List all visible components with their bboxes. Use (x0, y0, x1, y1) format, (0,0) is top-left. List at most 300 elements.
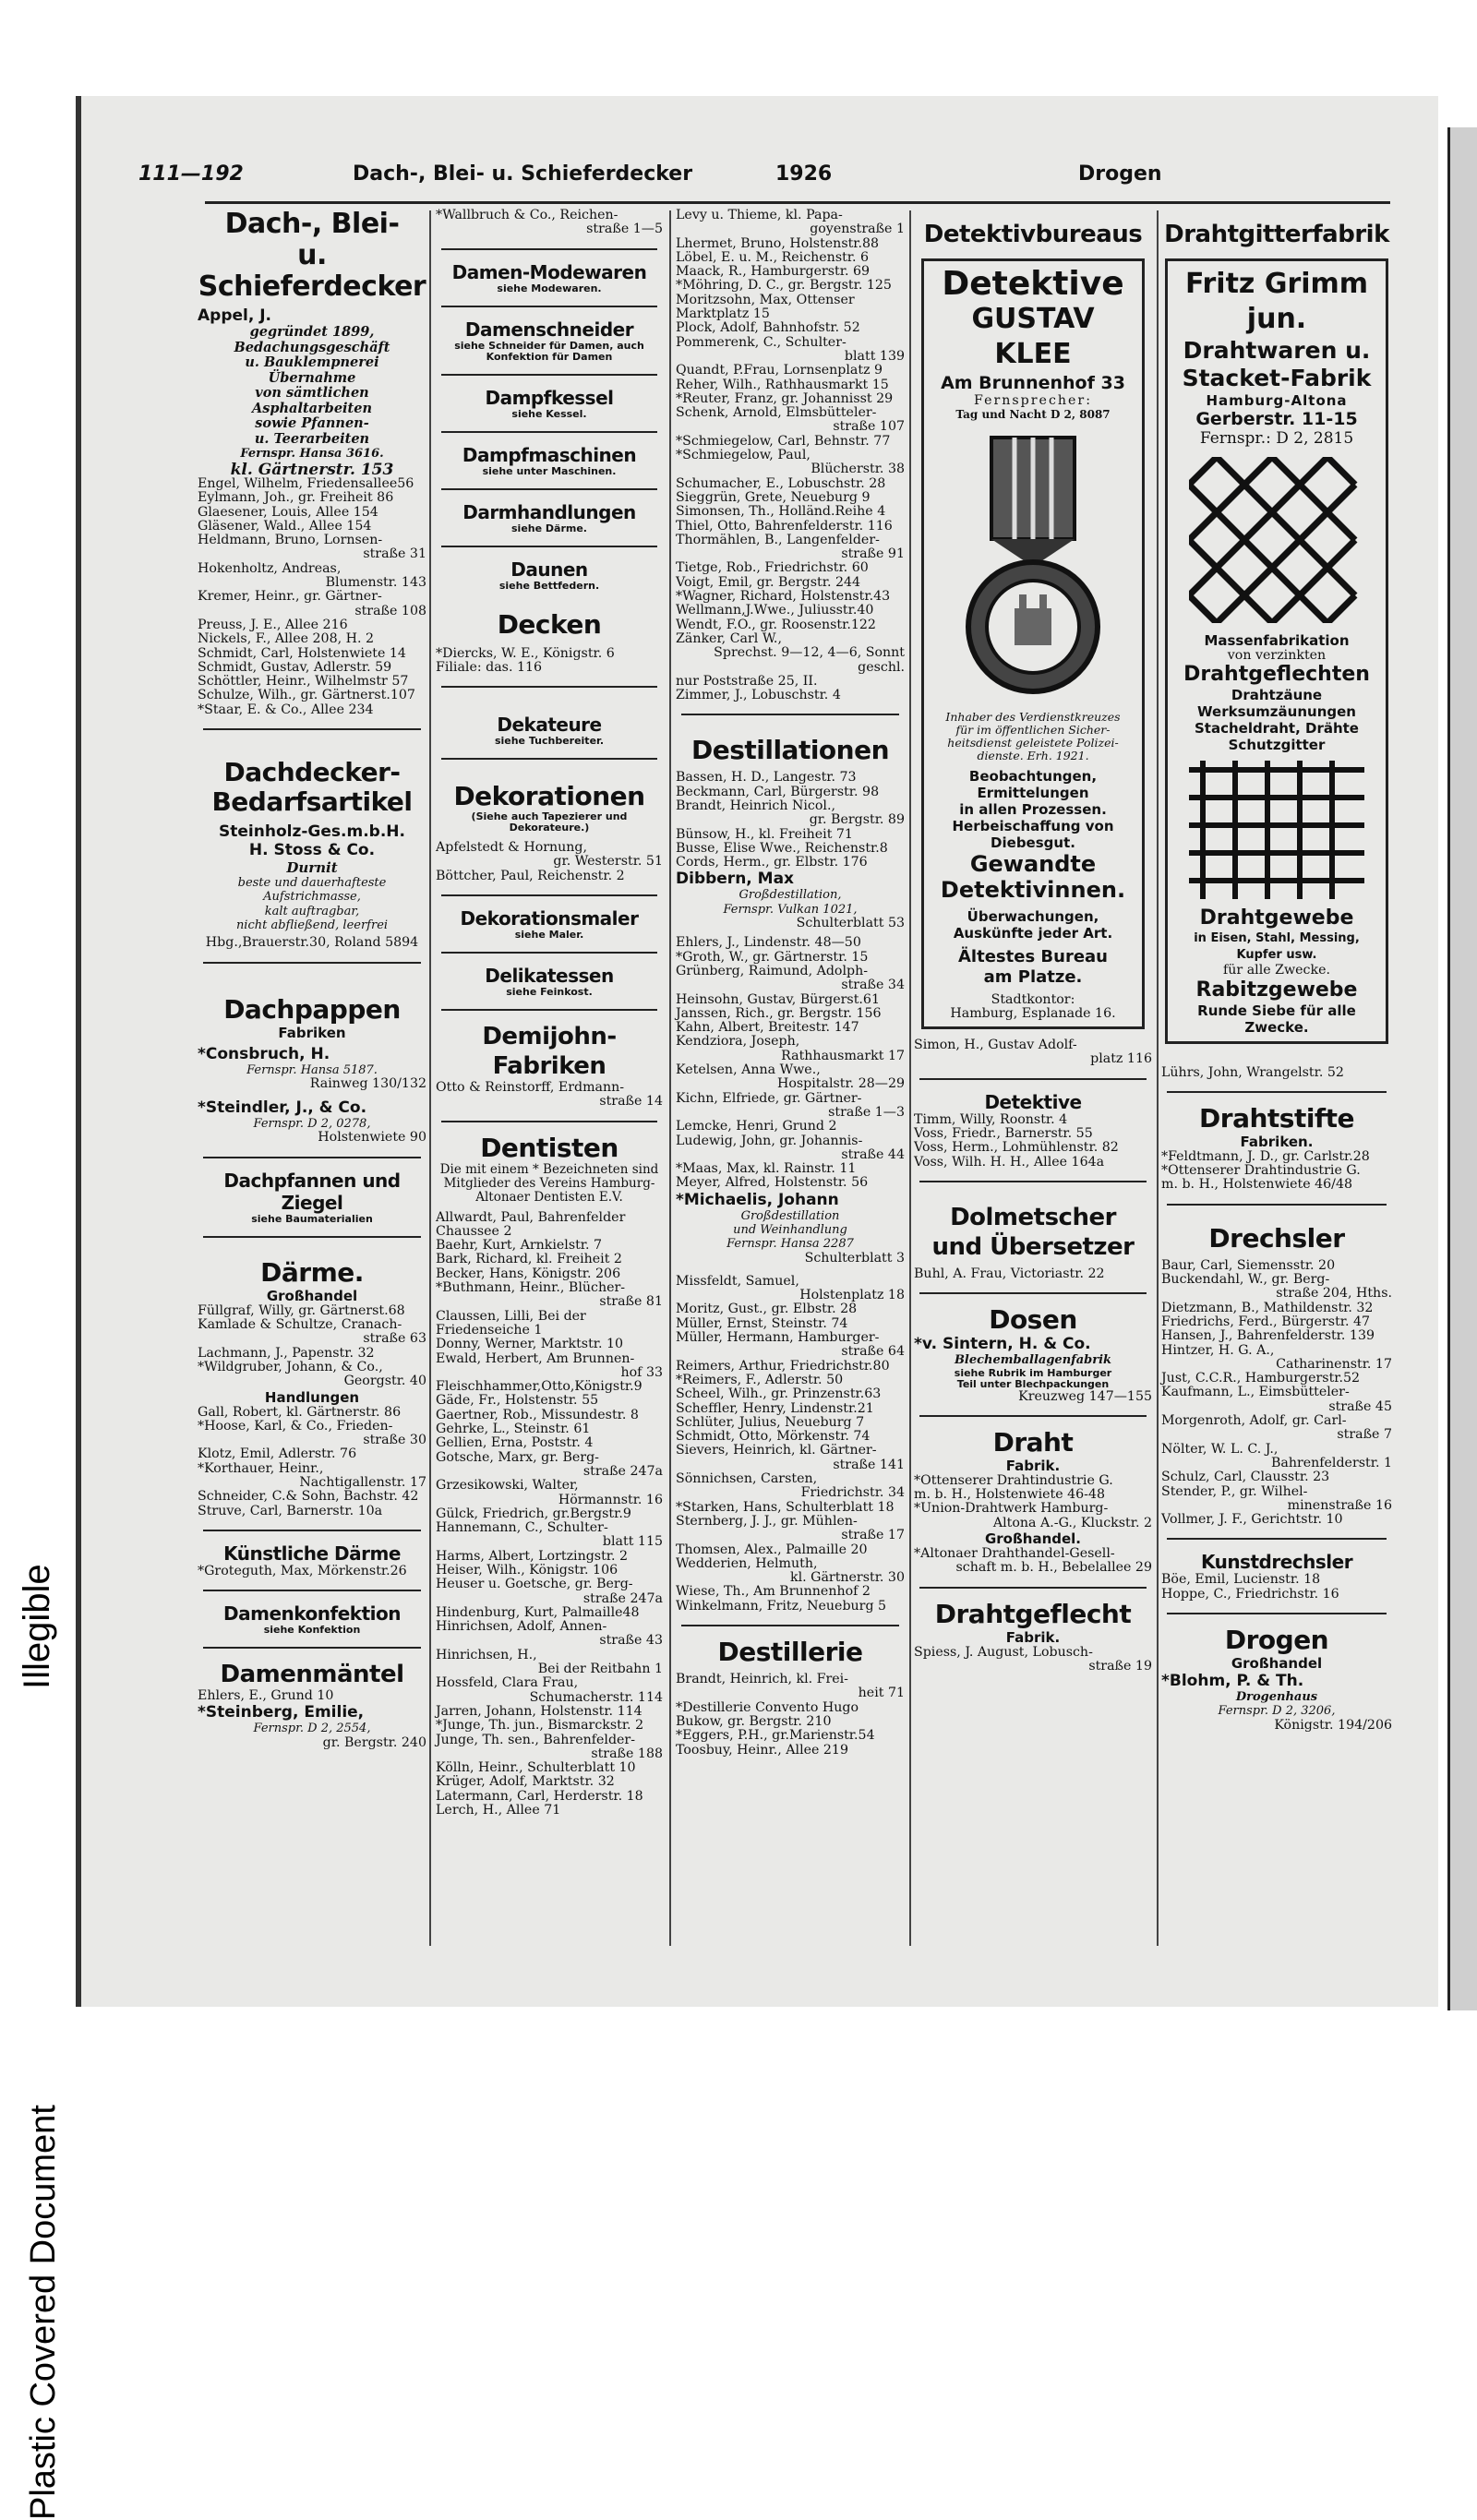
listing-line: straße 44 (841, 1146, 905, 1162)
listing-group (1161, 1259, 1392, 1528)
listing-line: Fernspr. D 2, 0278, (253, 1117, 371, 1132)
listing-line: Ehlers, J., Lindenstr. 48—50 (676, 935, 861, 951)
listing-line: Hansen, J., Bahrenfelderstr. 139 (1161, 1328, 1375, 1344)
listing-line: *Ottenserer Drahtindustrie G. (914, 1472, 1113, 1488)
listing-line: Nachtigallenstr. 17 (299, 1474, 426, 1490)
listing-name: H. Stoss & Co. (248, 841, 376, 860)
section-heading: Damen-Modewaren (451, 260, 647, 283)
listing-line: Hinrichsen, H., (436, 1647, 537, 1662)
listing-line: Scheffler, Henry, Lindenstr.21 (676, 1400, 874, 1416)
ad-line: Massenfabrikation (1204, 632, 1350, 649)
medal-icon (941, 428, 1125, 705)
section-subheading: Großhandel. (984, 1530, 1082, 1548)
listing-line: Müller, Hermann, Hamburger- (676, 1330, 880, 1346)
listing-line: Cords, Herm., gr. Elbstr. 176 (676, 855, 868, 870)
section-heading: Destillationen (690, 735, 890, 766)
listing-line: Altona A.-G., Kluckstr. 2 (992, 1515, 1152, 1530)
listing-line: Buhl, A. Frau, Victoriastr. 22 (914, 1266, 1105, 1281)
listing-line: Wedderien, Helmuth, (676, 1555, 818, 1571)
ad-line: heitsdienst geleistete Polizei- (947, 735, 1119, 750)
listing-line: Teil unter Blechpackungen (956, 1377, 1110, 1390)
listing-line: Heiser, Wilh., Königstr. 106 (436, 1562, 618, 1578)
column-divider (429, 210, 431, 1946)
section-heading: Draht (992, 1426, 1074, 1458)
listing-line: Voss, Wilh. H. H., Allee 164a (914, 1154, 1105, 1170)
listing-line: Böe, Emil, Lucienstr. 18 (1161, 1572, 1321, 1588)
listing-line: *Feldtmann, J. D., gr. Carlstr.28 (1161, 1148, 1370, 1164)
listing-line: Kremer, Heinr., gr. Gärtner- (198, 589, 382, 605)
listing-name: *Steinberg, Emilie, (198, 1703, 365, 1722)
see-reference: siehe Därme. (511, 522, 587, 534)
ad-line: Hamburg-Altona (1206, 392, 1348, 409)
listing-line: Janssen, Rich., gr. Bergstr. 156 (676, 1005, 882, 1021)
ad-line: Aufstrichmasse, (263, 890, 361, 905)
listing-line: Ketelsen, Anna Wwe., (676, 1062, 821, 1078)
listing-line: schaft m. b. H., Bebelallee 29 (955, 1560, 1152, 1576)
listing-group (914, 1038, 1152, 1067)
listing-line: Maack, R., Hamburgerstr. 69 (676, 264, 871, 280)
section-heading: Dachpfannen und Ziegel (223, 1169, 401, 1214)
listing-line: hof 33 (620, 1364, 663, 1380)
section-subheading: Großhandel (1231, 1655, 1323, 1673)
listing-line: Simon, H., Gustav Adolf- (914, 1038, 1077, 1053)
listing-line: minenstraße 16 (1287, 1497, 1392, 1513)
listing-line: Tietge, Rob., Friedrichstr. 60 (676, 560, 869, 576)
listing-line: Harms, Albert, Lortzingstr. 2 (436, 1548, 629, 1564)
listing-line: *Groteguth, Max, Mörkenstr.26 (198, 1563, 407, 1578)
listing-line: Moritz, Gust., gr. Elbstr. 28 (676, 1302, 858, 1317)
section-rule (919, 1587, 1147, 1589)
listing-line: Ludewig, John, gr. Johannis- (676, 1133, 863, 1148)
listing-line: Blücherstr. 38 (811, 462, 905, 477)
listing-line: Heuser u. Goetsche, gr. Berg- (436, 1577, 633, 1592)
ad-line: für alle Zwecke. (1223, 963, 1330, 978)
ad-text (198, 325, 426, 477)
section-heading: Dekorationsmaler (460, 907, 639, 930)
listing-name: Steinholz-Ges.m.b.H. (219, 822, 405, 842)
section-rule (441, 1009, 657, 1011)
listing-line: Lührs, John, Wrangelstr. 52 (1161, 1064, 1344, 1080)
listing-line: Baehr, Kurt, Arnkielstr. 7 (436, 1238, 603, 1254)
listing-line: Sieggrün, Grete, Neueburg 9 (676, 489, 871, 505)
listing-line: Krüger, Adolf, Marktstr. 32 (436, 1774, 615, 1790)
listing-line: Morgenroth, Adolf, gr. Carl- (1161, 1413, 1347, 1429)
listing-line: Pommerenk, C., Schulter- (676, 334, 847, 350)
listing-line: straße 19 (1088, 1658, 1152, 1674)
listing-line: Claussen, Lilli, Bei der (436, 1308, 586, 1324)
listing-line: Grünberg, Raimund, Adolph- (676, 963, 869, 978)
listing-group (198, 1689, 426, 1703)
section-heading: Delikatessen (485, 965, 614, 988)
listing-line: Drogenhaus (1235, 1690, 1318, 1705)
see-reference: siehe Kessel. (511, 407, 587, 420)
listing-line: Schulterblatt 53 (796, 916, 905, 931)
listing-line: Fernspr. D 2, 2554, (253, 1722, 371, 1736)
section-heading: Detektive (984, 1090, 1082, 1113)
listing-line: Dietzmann, B., Mathildenstr. 32 (1161, 1300, 1374, 1315)
see-reference: siehe Bettfedern. (498, 579, 600, 592)
section-note: Die mit einem * Bezeichneten sind Mitglieder des Vereins Hamburg-Altonaer Dentisten E.V. (439, 1161, 659, 1206)
listing-line: Gläsener, Wald., Allee 154 (198, 518, 372, 534)
listing-line: Großdestillation, (738, 888, 842, 903)
section-subheading: Fabrik. (1005, 1628, 1061, 1646)
listing-line: *Buthmann, Heinr., Blücher- (436, 1280, 626, 1296)
ad-line: Gerberstr. 11-15 (1195, 409, 1358, 429)
listing-line: Kahn, Albert, Breitestr. 147 (676, 1020, 859, 1036)
listing-line: Moritzsohn, Max, Ottenser (676, 292, 855, 307)
listing-line: Grzesikowski, Walter, (436, 1478, 579, 1494)
listing-line: gr. Bergstr. 240 (322, 1734, 426, 1750)
ad-name: Fritz Grimm jun. (1184, 268, 1369, 335)
listing-line: Lhermet, Bruno, Holstenstr.88 (676, 235, 880, 251)
ad-line: Diebesgut. (991, 834, 1075, 851)
listing-line: Wiese, Th., Am Brunnenhof 2 (676, 1584, 871, 1600)
listing-line: Ehlers, E., Grund 10 (198, 1688, 334, 1704)
section-rule (1167, 1204, 1387, 1206)
listing-line: Gäde, Fr., Holstenstr. 55 (436, 1393, 599, 1409)
listing-name: *Michaelis, Johann (676, 1190, 839, 1209)
listing-line: Gellien, Erna, Poststr. 4 (436, 1435, 594, 1451)
listing-line: Glaesener, Louis, Allee 154 (198, 504, 378, 520)
listing-line: straße 7 (1337, 1427, 1392, 1443)
listing-group (914, 1646, 1152, 1674)
listing-group (914, 1547, 1152, 1576)
side-label (7, 831, 63, 2520)
listing-line: straße 31 (363, 546, 426, 562)
listing-line: Holstenplatz 18 (799, 1288, 905, 1303)
section-heading: Damenmäntel (220, 1661, 404, 1689)
wire-advertisement (1165, 258, 1388, 1044)
listing-line: kl. Gärtnerstr. 30 (789, 1570, 905, 1586)
see-reference: (Siehe auch Tapezierer und Dekorateure.) (471, 810, 628, 834)
ad-line: Drahtzäune (1231, 687, 1323, 704)
ad-line: Übernahme (268, 369, 356, 386)
listing-line: Just, C.C.R., Hamburgerstr.52 (1161, 1371, 1361, 1386)
listing-line: Rathhausmarkt 17 (781, 1048, 905, 1063)
section-rule (1167, 1538, 1387, 1540)
listing-group (914, 1474, 1152, 1530)
see-reference: siehe Feinkost. (506, 986, 593, 999)
listing-line: m. b. H., Holstenwiete 46/48 (1161, 1177, 1353, 1193)
see-reference: siehe Tuchbereiter. (494, 735, 605, 748)
section-heading: Dachpappen (223, 993, 401, 1025)
listing-line: Donny, Werner, Marktstr. 10 (436, 1337, 624, 1352)
section-rule (441, 894, 657, 896)
listing-line: Thomsen, Alex., Palmaille 20 (676, 1542, 868, 1557)
ad-line: kalt auftragbar, (264, 904, 360, 918)
listing-line: Beckmann, Carl, Bürgerstr. 98 (676, 784, 880, 799)
listing-group (1161, 1150, 1392, 1193)
listing-line: Blumenstr. 143 (325, 575, 426, 591)
section-subheading: Fabrik. (1005, 1457, 1061, 1474)
listing-line: Voigt, Emil, gr. Bergstr. 244 (676, 574, 861, 590)
section-heading: Drahtstifte (1199, 1102, 1354, 1134)
listing-line: Friedenseiche 1 (436, 1322, 543, 1338)
listing-line: Marktplatz 15 (676, 306, 770, 322)
listing-line: Kreuzweg 147—155 (1018, 1388, 1152, 1404)
listing-line: Gehrke, L., Steinstr. 61 (436, 1422, 591, 1437)
listing-line: Klotz, Emil, Adlerstr. 76 (198, 1446, 357, 1462)
listing-line: Hintzer, H. G. A., (1161, 1342, 1275, 1358)
listing-line: Stender, P., gr. Wilhel- (1161, 1483, 1308, 1499)
listing-line: Schöttler, Heinr., Wilhelmstr 57 (198, 674, 409, 690)
section-heading: Drahtgeflecht (934, 1598, 1132, 1629)
listing-line: straße 45 (1328, 1398, 1392, 1414)
ad-line: von verzinkten (1227, 648, 1327, 663)
listing-line: *Möhring, D. C., gr. Bergstr. 125 (676, 278, 892, 294)
listing-line: Chaussee 2 (436, 1223, 512, 1239)
section-heading: Dentisten (480, 1132, 618, 1163)
listing-line: Schulze, Wilh., gr. Gärtnerst.107 (198, 688, 415, 703)
section-heading: Dampfmaschinen (462, 443, 637, 466)
listing-line: Heinsohn, Gustav, Bürgerst.61 (676, 991, 880, 1007)
listing-line: straße 247a (582, 1463, 663, 1479)
section-rule (1167, 1091, 1387, 1093)
listing-line: *Eggers, P.H., gr.Marienstr.54 (676, 1728, 875, 1744)
ad-line: gegründet 1899, (249, 324, 375, 340)
listing-line: Hossfeld, Clara Frau, (436, 1675, 579, 1691)
ad-line: Überwachungen, (967, 907, 1099, 925)
listing-group (436, 1211, 663, 1818)
section-heading: Dekorationen (453, 781, 645, 812)
column-2 (436, 209, 663, 1818)
listing-line: Hospitalstr. 28—29 (776, 1076, 905, 1092)
section-rule (919, 1415, 1147, 1417)
listing-group (676, 209, 905, 702)
section-rule (203, 1236, 421, 1238)
section-heading: Dachdecker- (223, 757, 401, 788)
ad-line: u. Bauklempnerei (245, 354, 379, 370)
listing-line: Voss, Friedr., Barnerstr. 55 (914, 1126, 1093, 1142)
listing-line: Bukow, gr. Bergstr. 210 (676, 1713, 832, 1729)
ad-line: kl. Gärtnerstr. 153 (230, 460, 394, 479)
listing-line: Schlüter, Julius, Neueburg 7 (676, 1414, 865, 1430)
section-rule (441, 952, 657, 954)
listing-name: Dibbern, Max (676, 870, 795, 889)
listing-line: Brandt, Heinrich, kl. Frei- (676, 1672, 848, 1687)
ad-line: Hbg.,Brauerstr.30, Roland 5894 (205, 935, 419, 951)
listing-line: Gaertner, Rob., Missundestr. 8 (436, 1407, 639, 1422)
listing-line: Rainweg 130/132 (309, 1075, 426, 1091)
listing-line: heit 71 (858, 1686, 905, 1701)
ad-line: Durnit (286, 859, 338, 877)
ad-line: Hamburg, Esplanade 16. (950, 1005, 1116, 1021)
listing-line: gr. Westerstr. 51 (553, 854, 663, 870)
listing-line: platz 116 (1090, 1051, 1152, 1067)
listing-line: Bark, Richard, kl. Freiheit 2 (436, 1252, 622, 1267)
ad-line: Herbeischaffung von (952, 817, 1114, 834)
listing-line: Lerch, H., Allee 71 (436, 1803, 561, 1818)
section-heading: Damenschneider (464, 318, 634, 341)
listing-line: *Groth, W., gr. Gärtnerstr. 15 (676, 949, 869, 965)
listing-name: *Blohm, P. & Th. (1161, 1672, 1304, 1691)
listing-line: straße 34 (841, 978, 905, 993)
section-heading: Drechsler (1208, 1222, 1345, 1254)
listing-line: Winkelmann, Fritz, Neueburg 5 (676, 1598, 887, 1614)
ad-line: Gewandte (969, 850, 1097, 877)
listing-line: nur Poststraße 25, II. (676, 673, 818, 689)
listing-line: Timm, Willy, Roonstr. 4 (914, 1111, 1068, 1127)
ad-line: Drahtgeflechten (1183, 663, 1370, 687)
listing-line: Zimmer, J., Lobuschstr. 4 (676, 688, 841, 703)
listing-line: Nickels, F., Allee 208, H. 2 (198, 631, 375, 647)
listing-line: Sönnichsen, Carsten, (676, 1471, 818, 1487)
section-rule (441, 1121, 657, 1122)
listing-line: Levy u. Thieme, kl. Papa- (676, 208, 843, 222)
section-rule (441, 488, 657, 490)
listing-line: Kichn, Elfriede, gr. Gärtner- (676, 1090, 862, 1106)
ad-line: Schutzgitter (1228, 737, 1326, 754)
listing-line: goyenstraße 1 (810, 222, 905, 237)
listing-line: *Diercks, W. E., Königstr. 6 (436, 645, 615, 661)
listing-line: *Wagner, Richard, Holstenstr.43 (676, 589, 891, 605)
ad-line: Fernspr.: D 2, 2815 (1199, 429, 1354, 448)
listing-line: Kamlade & Schultze, Cranach- (198, 1317, 402, 1333)
listing-line: straße 188 (591, 1746, 663, 1761)
listing-line: Füllgraf, Willy, gr. Gärtnerst.68 (198, 1302, 405, 1318)
ad-line: Detektivinnen. (940, 876, 1126, 903)
listing-group (676, 771, 905, 870)
section-rule (919, 1181, 1147, 1182)
listing-name: *Consbruch, H. (198, 1044, 330, 1063)
ad-line: von sämtlichen (255, 385, 369, 401)
listing-line: blatt 115 (602, 1534, 663, 1550)
listing-line: Schumacher, E., Lobuschstr. 28 (676, 475, 886, 491)
ad-line: in Eisen, Stahl, Messing, (1194, 931, 1360, 946)
ad-line: am Platze. (983, 966, 1083, 987)
listing-line: Sievers, Heinrich, kl. Gärtner- (676, 1443, 877, 1458)
listing-line: Thormählen, B., Langenfelder- (676, 532, 880, 547)
listing-line: *Reimers, F., Adlerstr. 50 (676, 1372, 844, 1387)
listing-line: *Junge, Th. jun., Bismarckstr. 2 (436, 1718, 644, 1734)
listing-line: Struve, Carl, Barnerstr. 10a (198, 1503, 383, 1518)
ad-line: Stacheldraht, Drähte (1194, 720, 1359, 738)
ad-line: Kupfer usw. (1236, 948, 1317, 963)
ad-title: Detektive (942, 265, 1124, 303)
section-rule (919, 1078, 1147, 1080)
listing-line: Gall, Robert, kl. Gärtnerstr. 86 (198, 1404, 402, 1420)
listing-line: Heldmann, Bruno, Lornsen- (198, 533, 383, 548)
listing-line: Hokenholtz, Andreas, (198, 560, 342, 576)
listing-line: straße 247a (582, 1590, 663, 1606)
listing-line: *Korthauer, Heinr., (198, 1460, 324, 1476)
ad-line: Tag und Nacht D 2, 8087 (955, 408, 1111, 422)
listing-line: Scheel, Wilh., gr. Prinzenstr.63 (676, 1386, 882, 1402)
section-heading: Drahtgitterfabrik (1164, 221, 1389, 248)
listing-line: *Wallbruch & Co., Reichen- (436, 208, 618, 222)
see-reference: siehe Schneider für Damen, auch Konfektion für Damen (454, 339, 644, 363)
listing-line: Voss, Herm., Lohmühlenstr. 82 (914, 1140, 1119, 1156)
section-rule (203, 1530, 421, 1531)
section-heading: Dach-, Blei- (224, 208, 400, 240)
listing-line: Latermann, Carl, Herderstr. 18 (436, 1788, 643, 1804)
ad-line: Runde Siebe für alle Zwecke. (1197, 1002, 1356, 1036)
ad-line: Bedachungsgeschäft (234, 339, 390, 355)
listing-line: Nölter, W. L. C. J., (1161, 1441, 1279, 1457)
section-subheading: Fabriken. (1240, 1133, 1314, 1150)
listing-line: straße 63 (363, 1331, 426, 1347)
listing-line: Schneider, C.& Sohn, Bachstr. 42 (198, 1489, 419, 1505)
listing-line: Friedrichs, Ferd., Bürgerstr. 47 (1161, 1314, 1371, 1329)
see-reference: siehe Maler. (514, 929, 584, 942)
listing-line: gr. Bergstr. 89 (809, 812, 905, 828)
listing-line: straße 81 (599, 1294, 663, 1310)
listing-line: Schulz, Carl, Clausstr. 23 (1161, 1470, 1330, 1485)
listing-line: Hannemann, C., Schulter- (436, 1520, 608, 1536)
listing-line: Lemcke, Henri, Grund 2 (676, 1119, 837, 1134)
listing-line: und Weinhandlung (733, 1223, 847, 1237)
listing-line: Plock, Adolf, Bahnhofstr. 52 (676, 320, 860, 336)
column-5 (1161, 209, 1392, 1733)
ad-line: Inhaber des Verdienstkreuzes (945, 709, 1121, 724)
listing-line: Otto & Reinstorff, Erdmann- (436, 1080, 625, 1096)
listing-line: Hindenburg, Kurt, Palmaille48 (436, 1604, 640, 1620)
listing-line: Buckendahl, W., gr. Berg- (1161, 1272, 1330, 1288)
listing-line: Reher, Wilh., Rathhausmarkt 15 (676, 377, 889, 392)
listing-line: straße 64 (841, 1344, 905, 1360)
listing-line: Zänker, Carl W., (676, 630, 782, 646)
listing-line: Georgstr. 40 (343, 1374, 426, 1389)
section-rule (441, 686, 657, 688)
listing-line: Baur, Carl, Siemensstr. 20 (1161, 1257, 1336, 1273)
listing-line: *Destillerie Convento Hugo (676, 1699, 859, 1715)
column-1 (198, 209, 426, 1750)
listing-line: Kendziora, Joseph, (676, 1034, 800, 1050)
see-reference: siehe unter Maschinen. (482, 464, 617, 477)
listing-line: Busse, Elise Wwe., Reichenstr.8 (676, 840, 888, 856)
section-rule (441, 431, 657, 433)
ad-line: Ältestes Bureau (958, 946, 1108, 966)
ad-line: Fernspr. Hansa 3616. (240, 447, 384, 461)
side-label-illegible: Illegible (17, 1564, 57, 1689)
listing-line: straße 91 (841, 546, 905, 562)
page-header (138, 162, 1168, 190)
listing-line: Hörmannstr. 16 (558, 1492, 663, 1507)
listing-line: Jarren, Johann, Holstenstr. 114 (436, 1703, 642, 1719)
listing-line: Königstr. 194/206 (1274, 1717, 1392, 1733)
listing-line: Thiel, Otto, Bahrenfelderstr. 116 (676, 518, 893, 534)
listing-line: Filiale: das. 116 (436, 659, 543, 675)
listing-line: Schumacherstr. 114 (529, 1689, 663, 1705)
ad-line: Auskünfte jeder Art. (953, 924, 1113, 942)
see-reference: siehe Modewaren. (497, 282, 602, 294)
listing-line: *Wildgruber, Johann, & Co., (198, 1359, 383, 1374)
section-heading: und Übersetzer (931, 1232, 1135, 1261)
listing-line: Böttcher, Paul, Reichenstr. 2 (436, 868, 625, 883)
section-subheading: Handlungen (264, 1388, 360, 1406)
header-rule (205, 201, 1390, 204)
listing-line: Friedrichstr. 34 (800, 1485, 905, 1501)
listing-line: *Schmiegelow, Carl, Behnstr. 77 (676, 433, 891, 449)
listing-name: Appel, J. (198, 306, 272, 325)
listing-line: Sprechst. 9—12, 4—6, Sonnt geschl. (714, 645, 905, 675)
section-rule (203, 1647, 421, 1649)
listing-line: Schmidt, Gustav, Adlerstr. 59 (198, 659, 392, 675)
listing-line: straße 30 (363, 1433, 426, 1448)
listing-line: Reimers, Arthur, Friedrichstr.80 (676, 1358, 890, 1374)
listing-line: straße 1—5 (586, 222, 663, 237)
section-heading: Dekateure (497, 714, 602, 737)
ad-line: u. Teerarbeiten (254, 430, 370, 447)
listing-line: Müller, Ernst, Steinstr. 74 (676, 1315, 848, 1331)
listing-line: Eylmann, Joh., gr. Freiheit 86 (198, 490, 394, 506)
wire-mesh-icon (1189, 457, 1364, 623)
ad-line: Beobachtungen, (968, 767, 1098, 785)
listing-line: Becker, Hans, Königstr. 206 (436, 1266, 621, 1281)
column-divider (1157, 210, 1159, 1946)
section-rule (919, 1292, 1147, 1294)
section-heading: Drogen (1224, 1625, 1329, 1656)
